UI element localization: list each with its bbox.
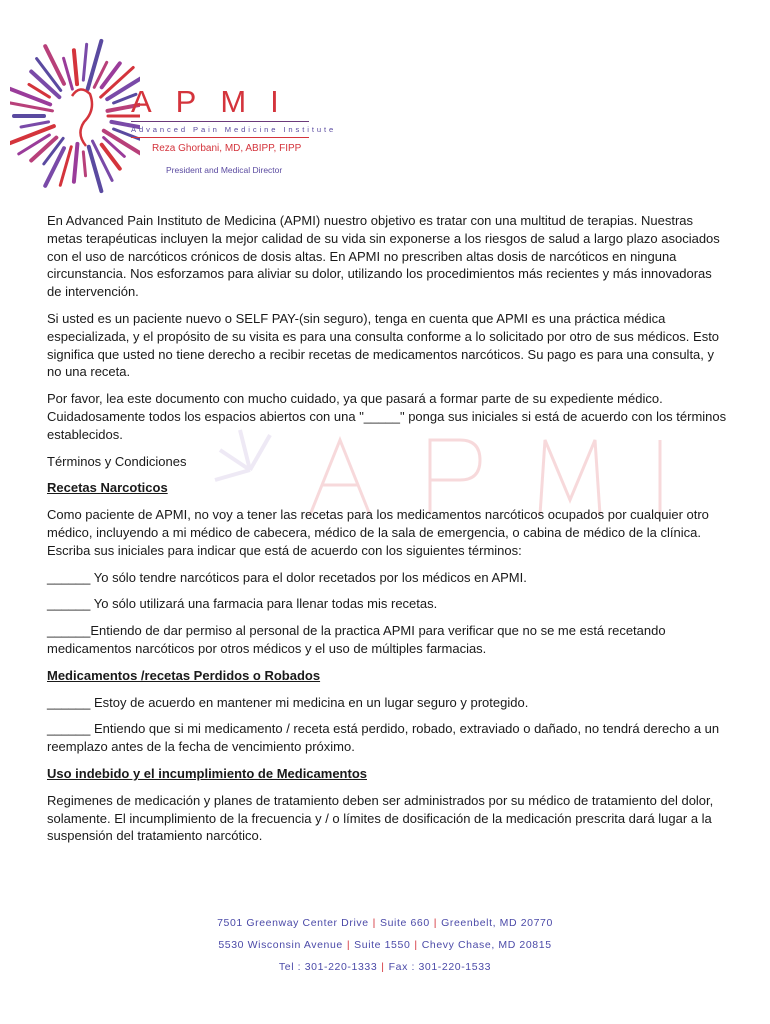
- footer-text: Greenbelt, MD 20770: [441, 917, 553, 929]
- brand-divider: [131, 121, 309, 122]
- footer-address-1: [0, 917, 770, 929]
- footer-phone: [0, 961, 770, 973]
- section-heading-misuse: Uso indebido y el incumplimiento de Medicamentos: [47, 765, 367, 781]
- apmi-logo-icon: [10, 26, 140, 196]
- brand-tagline: Advanced Pain Medicine Institute: [131, 125, 337, 134]
- brand-name: APMI: [131, 84, 303, 119]
- section-heading-lost-stolen: Medicamentos /recetas Perdidos o Robados: [47, 667, 321, 683]
- footer-separator: |: [346, 939, 351, 951]
- section-paragraph: Regimenes de medicación y planes de tratamiento deben ser administrados por su médico de tratamiento del dolor, solamente. El incumplimiento de la frecuencia y / o límites de dosificación de la medicación prescrita dará lugar a la suspensión del tratamiento narcótico.: [47, 792, 714, 844]
- footer-separator: |: [414, 939, 418, 951]
- footer-text: 7501 Greenway Center Drive: [217, 917, 369, 929]
- initials-line: ______Entiendo de dar permiso al personal de la practica APMI para verificar que no se me está recetando medicamentos narcóticos por otros médicos y el uso de múltiples farmacias.: [47, 623, 666, 656]
- footer-fax-number: Fax : 301-220-1533: [388, 961, 492, 973]
- initials-line: ______ Yo sólo tendre narcóticos para el dolor recetados por los médicos en APMI.: [47, 569, 527, 585]
- document-body: [47, 212, 729, 854]
- intro-paragraph: En Advanced Pain Instituto de Medicina (APMI) nuestro objetivo es tratar con una multitud de terapias. Nuestras metas terapéuticas incluyen la mejor calidad de su vida sin exponerse a los riesgos de salud a largo plazo asociados con el uso de narcóticos crónicos de dosis altas. En APMI no prescriben altas dosis de narcóticos en ninguna circunstancia. Nos esforzamos para aliviar su dolor, utilizando los procedimientos más recientes y más innovadoras de intervención.: [47, 213, 720, 300]
- self-pay-paragraph: Si usted es un paciente nuevo o SELF PAY-(sin seguro), tenga en cuenta que APMI es una práctica médica especializada, y el propósito de su visita es para una consulta conforme a lo solicitado por otro de sus médicos. Esto significa que usted no tiene derecho a recibir recetas de medicamentos narcóticos. Su pago es para una consulta, y no una receta.: [47, 310, 720, 380]
- doctor-title: President and Medical Director: [166, 165, 283, 175]
- footer-text: Suite 1550: [354, 939, 411, 951]
- footer-separator: |: [372, 917, 376, 929]
- footer-separator: |: [433, 917, 438, 929]
- initials-line: ______ Estoy de acuerdo en mantener mi medicina en un lugar seguro y protegido.: [47, 694, 529, 710]
- terms-heading: Términos y Condiciones: [47, 453, 187, 469]
- doctor-name: Reza Ghorbani, MD, ABIPP, FIPP: [152, 143, 302, 154]
- brand-divider-2: [131, 137, 309, 138]
- section-heading-narcotic-prescriptions: Recetas Narcoticos: [47, 480, 168, 496]
- footer-phone-number: Tel : 301-220-1333: [278, 961, 378, 973]
- footer-separator: |: [381, 961, 385, 973]
- footer-text: Chevy Chase, MD 20815: [421, 939, 552, 951]
- initials-line: ______ Yo sólo utilizará una farmacia para llenar todas mis recetas.: [47, 596, 438, 612]
- instructions-paragraph: Por favor, lea este documento con mucho cuidado, ya que pasará a formar parte de su expediente médico. Cuidadosamente todos los espacios abiertos con una "_____" ponga sus iniciales si está de acuerdo con los términos establecidos.: [47, 391, 727, 442]
- footer-text: Suite 660: [380, 917, 430, 929]
- section-paragraph: Como paciente de APMI, no voy a tener las recetas para los medicamentos narcóticos ocupados por cualquier otro médico, incluyendo a mi médico de cabecera, médico de la sala de emergencia, o cabina de médico de la clínica. Escriba sus iniciales para indicar que está de acuerdo con los siguientes términos:: [47, 507, 709, 558]
- footer-text: 5530 Wisconsin Avenue: [218, 939, 343, 951]
- footer-address-2: [0, 939, 770, 951]
- initials-line: ______ Entiendo que si mi medicamento / receta está perdido, robado, extraviado o dañado, no tendrá derecho a un reemplazo antes de la fecha de vencimiento próximo.: [47, 721, 720, 755]
